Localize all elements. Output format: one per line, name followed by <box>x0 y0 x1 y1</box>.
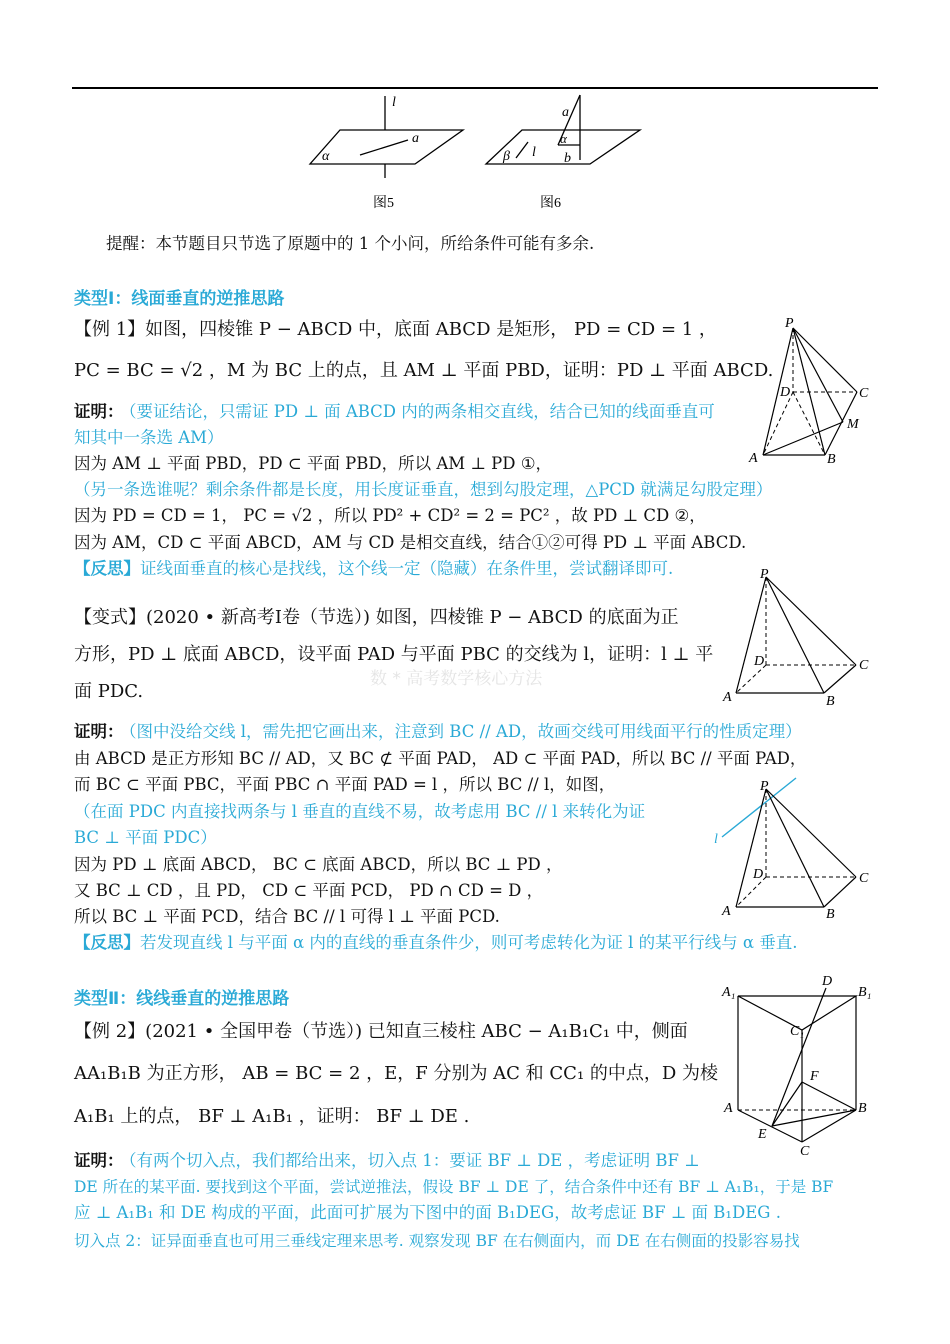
line-a-fig5 <box>360 140 408 155</box>
variant-hint2: （在面 PDC 内直接找两条与 l 垂直的直线不易，故考虑用 BC // l 来转化为证 <box>74 802 646 821</box>
pyramid-figure-1 <box>745 315 880 470</box>
reminder-text: 提醒：本节题目只节选了原题中的 1 个小问，所给条件可能有多余. <box>106 234 595 253</box>
example1-line2: PC = BC = √2 ，M 为 BC 上的点，且 AM ⊥ 平面 PBD，证明：PD ⊥ 平面 ABCD. <box>74 360 774 381</box>
example1-reflect <box>74 559 673 579</box>
variant-line1: 【变式】(2020 • 新高考Ⅰ卷（节选）) 如图，四棱锥 P − ABCD 的底面为正 <box>74 607 679 628</box>
fig5-label-alpha: α <box>322 149 330 164</box>
example2-line3: A₁B₁ 上的点， BF ⊥ A₁B₁ ，证明： BF ⊥ DE . <box>74 1106 470 1127</box>
example1-hint1b: 知其中一条选 AM） <box>74 428 224 447</box>
top-rule <box>72 87 878 89</box>
prism-label-C1: C₁ <box>790 1024 805 1039</box>
variant-step2: 而 BC ⊂ 平面 PBC，平面 PBC ∩ 平面 PAD = l ，所以 BC // l，如图， <box>74 775 616 794</box>
variant-reflect-label: 【反思】 <box>74 933 140 952</box>
variant-step3: 因为 PD ⊥ 底面 ABCD， BC ⊂ 底面 ABCD，所以 BC ⊥ PD ， <box>74 855 563 874</box>
fig5-caption: 图5 <box>373 196 394 211</box>
p2-label-P: P <box>760 567 769 582</box>
pyramid-figure-3 <box>710 775 880 925</box>
prism-label-B1: B₁ <box>858 985 872 1000</box>
example1-line1: 【例 1】如图，四棱锥 P − ABCD 中，底面 ABCD 是矩形， PD = CD = 1 ， <box>74 319 717 340</box>
prism-label-D: D <box>822 974 833 989</box>
example2-line1: 【例 2】(2021 • 全国甲卷（节选）) 已知直三棱柱 ABC − A₁B₁C₁ 中，侧面 <box>74 1021 688 1042</box>
prism-label-F: F <box>810 1069 819 1084</box>
variant-line2: 方形，PD ⊥ 底面 ABCD，设平面 PAD 与平面 PBC 的交线为 l，证明：l ⊥ 平 <box>74 644 714 665</box>
example1-hint1: （要证结论，只需证 PD ⊥ 面 ABCD 内的两条相交直线，结合已知的线面垂直可 <box>120 402 715 421</box>
p3-label-A: A <box>722 904 731 919</box>
prism-label-B: B <box>858 1101 867 1116</box>
watermark: 数 * 高考数学核心方法 <box>370 669 543 689</box>
p2-label-A: A <box>723 690 732 705</box>
example2-hint3: 应 ⊥ A₁B₁ 和 DE 构成的平面，此面可扩展为下图中的面 B₁DEG，故考虑证 BF ⊥ 面 B₁DEG . <box>74 1203 781 1222</box>
type1-heading: 类型Ⅰ：线面垂直的逆推思路 <box>74 289 285 309</box>
fig5-label-l: l <box>392 95 396 110</box>
fig6-label-l: l <box>532 145 536 160</box>
variant-hint1: （图中没给交线 l，需先把它画出来，注意到 BC // AD，故画交线可用线面平行的性质定理） <box>120 722 802 741</box>
example2-proof-label: 证明： <box>74 1151 124 1170</box>
fig6-label-alpha: α <box>560 131 567 146</box>
p1-label-A: A <box>749 451 758 466</box>
p3-label-B: B <box>826 907 835 922</box>
example2-hint1: （有两个切入点，我们都给出来，切入点 1：要证 BF ⊥ DE ，考虑证明 BF ⊥ <box>120 1151 700 1170</box>
fig6-label-beta: β <box>503 149 510 164</box>
example1-step3: 因为 AM，CD ⊂ 平面 ABCD，AM 与 CD 是相交直线，结合①②可得 PD ⊥ 平面 ABCD. <box>74 533 747 552</box>
p3-label-l: l <box>714 832 718 847</box>
variant-step1: 由 ABCD 是正方形知 BC // AD，又 BC ⊄ 平面 PAD， AD ⊂ 平面 PAD，所以 BC // 平面 PAD， <box>74 749 807 768</box>
p2-label-C: C <box>859 658 869 673</box>
variant-reflect-text: 若发现直线 l 与平面 α 内的直线的垂直条件少，则可考虑转化为证 l 的某平行线与 α 垂直. <box>140 933 798 952</box>
fig6-caption: 图6 <box>540 196 561 211</box>
prism-label-A1: A₁ <box>722 985 736 1000</box>
example1-proof-label: 证明： <box>74 402 124 421</box>
line-BF <box>802 1082 856 1110</box>
p1-label-C: C <box>859 386 869 401</box>
fig5-label-a: a <box>412 131 419 146</box>
line-l-fig6 <box>516 142 528 158</box>
variant-reflect <box>74 933 798 953</box>
line-DE <box>772 988 826 1126</box>
p1-label-D: D <box>780 385 791 400</box>
variant-step5: 所以 BC ⊥ 平面 PCD，结合 BC // l 可得 l ⊥ 平面 PCD. <box>74 907 500 926</box>
figure-5-6 <box>300 90 660 215</box>
p1-label-B: B <box>827 452 836 467</box>
p2-label-D: D <box>754 654 765 669</box>
figure-5 <box>310 96 463 178</box>
fig6-label-a: a <box>562 105 569 120</box>
example1-step2: 因为 PD = CD = 1， PC = √2 ，所以 PD² + CD² = 2 = PC² ，故 PD ⊥ CD ②， <box>74 506 706 525</box>
prism-label-E: E <box>758 1127 767 1142</box>
p3-label-D: D <box>753 867 764 882</box>
prism-label-C: C <box>800 1144 810 1159</box>
variant-proof-label: 证明： <box>74 722 124 741</box>
example2-hint2: DE 所在的某平面. 要找到这个平面，尝试逆推法，假设 BF ⊥ DE 了，结合条件中还有 BF ⊥ A₁B₁，于是 BF <box>74 1178 834 1196</box>
example1-hint2: （另一条选谁呢？剩余条件都是长度，用长度证垂直，想到勾股定理，△PCD 就满足勾股定理） <box>74 480 773 499</box>
variant-line3: 面 PDC. <box>74 681 144 702</box>
reflect-label: 【反思】 <box>74 559 140 578</box>
variant-hint2b: BC ⊥ 平面 PDC） <box>74 828 217 847</box>
p1-label-M: M <box>847 417 859 432</box>
prism-label-A: A <box>724 1101 733 1116</box>
prism-figure <box>720 972 885 1162</box>
p3-label-C: C <box>859 871 869 886</box>
pyramid-figure-2 <box>720 565 880 710</box>
example2-hint4: 切入点 2：证异面垂直也可用三垂线定理来思考. 观察发现 BF 在右侧面内，而 DE 在右侧面的投影容易找 <box>74 1232 800 1250</box>
example2-line2: AA₁B₁B 为正方形， AB = BC = 2 ，E，F 分别为 AC 和 CC₁ 的中点，D 为棱 <box>74 1063 719 1084</box>
type2-heading: 类型Ⅱ：线线垂直的逆推思路 <box>74 989 290 1009</box>
p3-label-P: P <box>760 779 769 794</box>
fig6-label-b: b <box>564 151 571 166</box>
example1-step1: 因为 AM ⊥ 平面 PBD，PD ⊂ 平面 PBD，所以 AM ⊥ PD ①， <box>74 454 553 473</box>
p1-label-P: P <box>785 316 794 331</box>
p2-label-B: B <box>826 694 835 709</box>
reflect-text: 证线面垂直的核心是找线，这个线一定（隐藏）在条件里，尝试翻译即可. <box>140 559 674 578</box>
variant-step4: 又 BC ⊥ CD ，且 PD， CD ⊂ 平面 PCD， PD ∩ CD = D ， <box>74 881 544 900</box>
